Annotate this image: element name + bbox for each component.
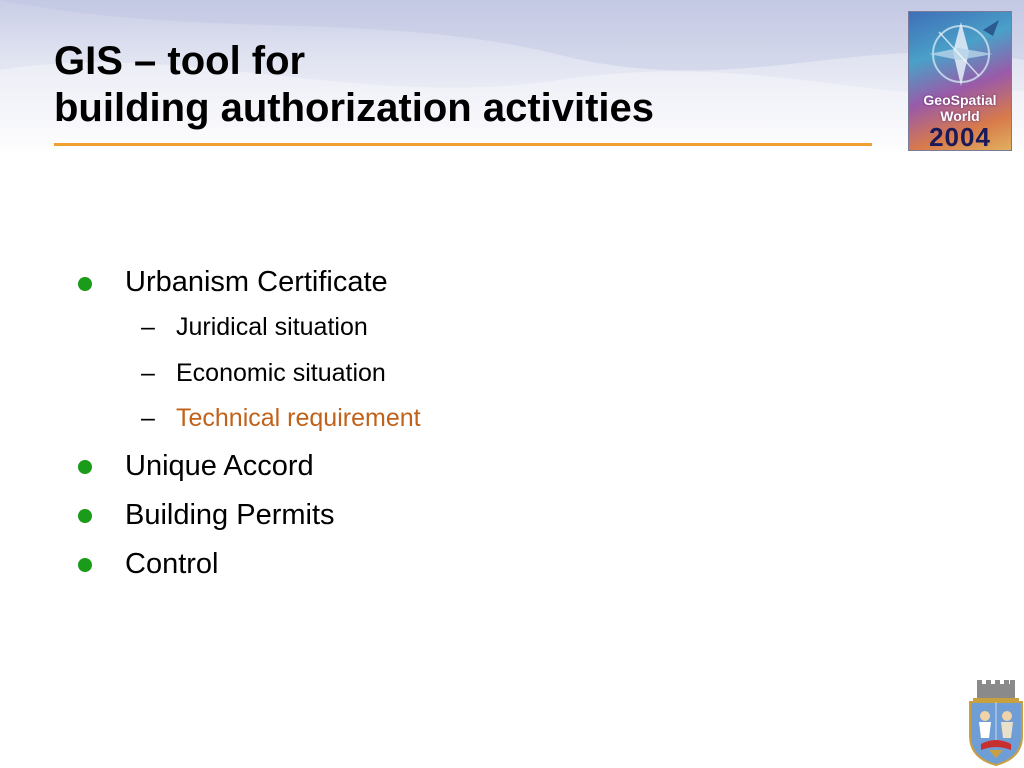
dash-bullet-icon: – (141, 359, 155, 387)
slide-title (54, 38, 654, 132)
compass-icon (909, 12, 1012, 92)
logo-text-line-1: GeoSpatial (923, 92, 997, 108)
title-line-2: building authorization activities (54, 86, 655, 130)
list-item-label: Unique Accord (125, 450, 314, 482)
coat-of-arms-icon (965, 680, 1024, 766)
sub-list-item-label-highlighted: Technical requirement (176, 404, 421, 432)
dash-bullet-icon: – (141, 404, 155, 432)
list-item-label: Control (125, 548, 219, 580)
list-item-label: Urbanism Certificate (125, 266, 388, 298)
title-underline (54, 143, 872, 146)
title-line-1: GIS – tool for (54, 39, 306, 83)
list-item-label: Building Permits (125, 499, 335, 531)
sub-list-item-label: Economic situation (176, 359, 386, 387)
logo-year: 2004 (929, 122, 991, 151)
bullet-dot-icon (78, 509, 92, 523)
geospatial-world-logo (908, 11, 1012, 151)
sub-list-item-label: Juridical situation (176, 313, 368, 341)
bullet-dot-icon (78, 460, 92, 474)
dash-bullet-icon: – (141, 313, 155, 341)
bullet-dot-icon (78, 558, 92, 572)
bullet-dot-icon (78, 277, 92, 291)
logo-text-line-2: World (940, 108, 980, 124)
slide-header (0, 0, 1024, 155)
